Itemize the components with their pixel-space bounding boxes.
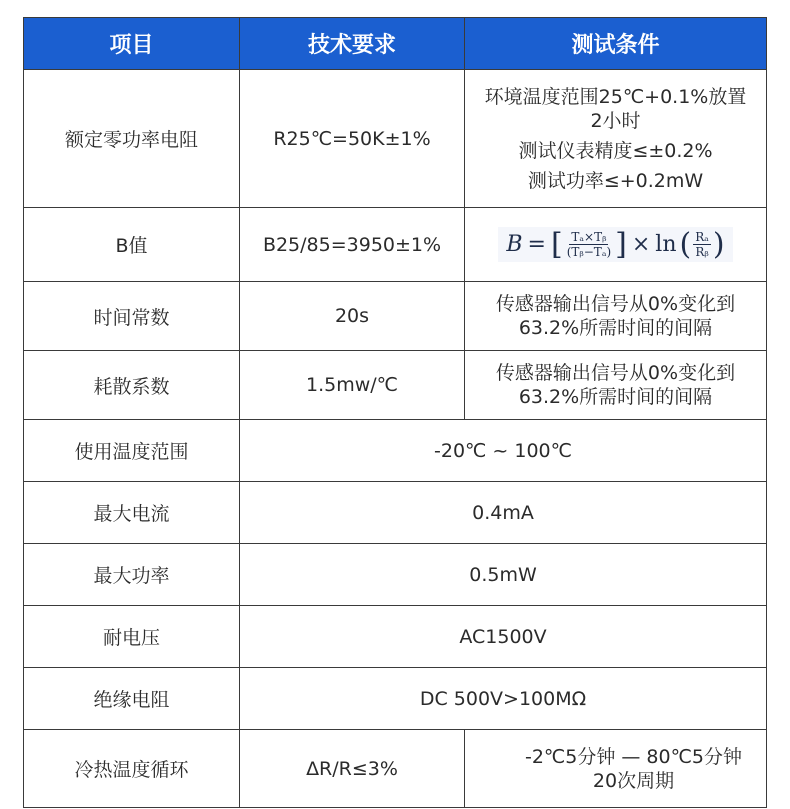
b-value-formula [498, 227, 732, 262]
formula-numerator: Tₐ×Tᵦ [571, 230, 607, 244]
formula-numerator-r: Rₐ [695, 230, 709, 244]
row-value: -20℃ ~ 100℃ [240, 420, 767, 482]
row-item: 额定零功率电阻 [24, 70, 240, 208]
row-item: 时间常数 [24, 282, 240, 351]
condition-line: 2小时 [590, 109, 641, 132]
condition-line: -2℃5分钟 — 80℃5分钟 [524, 745, 743, 768]
table-row [24, 208, 767, 282]
table-row [24, 730, 767, 808]
row-value: 0.4mA [240, 482, 767, 544]
condition-line: 20次周期 [592, 769, 675, 792]
formula-rparen: ) [712, 226, 725, 262]
table-row [24, 668, 767, 730]
row-condition [465, 730, 767, 808]
spec-table [23, 17, 767, 808]
row-requirement: 20s [240, 282, 465, 351]
row-value: DC 500V>100MΩ [240, 668, 767, 730]
row-item: B值 [24, 208, 240, 282]
formula-eq: = [527, 232, 546, 257]
table-row [24, 282, 767, 351]
formula-fraction-r [693, 230, 711, 259]
formula-lhs: B [506, 232, 523, 257]
row-item: 使用温度范围 [24, 420, 240, 482]
row-requirement: ΔR/R≤3% [240, 730, 465, 808]
row-value: AC1500V [240, 606, 767, 668]
row-item: 冷热温度循环 [24, 730, 240, 808]
row-condition-formula [465, 208, 767, 282]
row-item: 绝缘电阻 [24, 668, 240, 730]
condition-line: 63.2%所需时间的间隔 [518, 317, 713, 339]
row-value: 0.5mW [240, 544, 767, 606]
table-row [24, 70, 767, 208]
formula-denominator: (Tᵦ−Tₐ) [566, 245, 612, 259]
row-item: 耗散系数 [24, 351, 240, 420]
formula-ln: ln [655, 232, 677, 257]
condition-line: 传感器输出信号从0%变化到 [495, 362, 736, 384]
table-row [24, 420, 767, 482]
row-requirement: 1.5mw/℃ [240, 351, 465, 420]
formula-denominator-r: Rᵦ [695, 245, 709, 259]
row-requirement: B25/85=3950±1% [240, 208, 465, 282]
condition-line: 63.2%所需时间的间隔 [518, 386, 713, 408]
condition-line: 环境温度范围25℃+0.1%放置 [484, 85, 747, 108]
row-condition [465, 351, 767, 420]
table-row [24, 544, 767, 606]
row-item: 最大功率 [24, 544, 240, 606]
header-condition: 测试条件 [465, 18, 767, 70]
table-row [24, 351, 767, 420]
table-row [24, 606, 767, 668]
formula-lbracket: [ [550, 226, 563, 262]
condition-line: 传感器输出信号从0%变化到 [495, 293, 736, 315]
table-row [24, 482, 767, 544]
header-item: 项目 [24, 18, 240, 70]
formula-fraction [565, 230, 613, 259]
condition-line: 测试功率≤+0.2mW [527, 169, 704, 192]
header-row [24, 18, 767, 70]
formula-rbracket: ] [615, 226, 627, 262]
row-item: 最大电流 [24, 482, 240, 544]
row-condition [465, 282, 767, 351]
row-requirement: R25℃=50K±1% [240, 70, 465, 208]
header-requirement: 技术要求 [240, 18, 465, 70]
row-condition [465, 70, 767, 208]
formula-lparen: ( [679, 226, 692, 262]
formula-times: × [631, 232, 651, 257]
row-item: 耐电压 [24, 606, 240, 668]
condition-line: 测试仪表精度≤±0.2% [518, 139, 713, 162]
